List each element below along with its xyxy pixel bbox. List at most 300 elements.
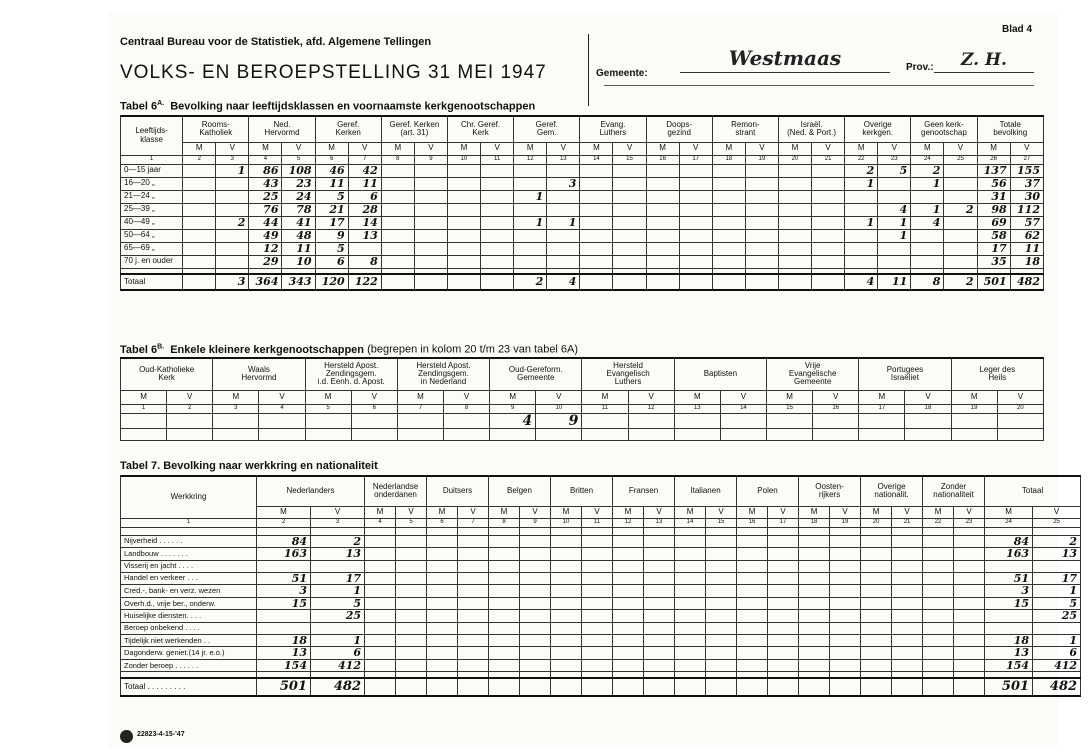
t7-v-head: V [582,506,613,518]
t6b-col-group: Hersteld Apost. Zendingsgem. i.d. Eenh. d. Apost. [305,358,397,390]
t7-total-cell: 482 [311,678,365,696]
t6a-m-head: M [778,142,811,155]
t6a-cell: 4 [878,203,911,216]
t7-col-group: Belgen [489,476,551,506]
t6a-total-cell [447,274,480,290]
t6a-cell [679,255,712,268]
t6a-cell [514,229,547,242]
t7-cell [644,647,675,660]
t6a-cell: 11 [282,242,315,255]
t6a-cell [580,242,613,255]
t7-cell [644,560,675,572]
t7-cell: 1 [311,585,365,598]
t6a-title [120,100,535,113]
t6a-m-head: M [183,142,216,155]
t6b-cell [951,413,997,429]
t6a-cell [845,242,878,255]
t6b-col-group: Oud-Gereform. Gemeente [490,358,582,390]
t7-cell: 13 [311,548,365,561]
t6a-cell [580,216,613,229]
t6b-col-num: 16 [813,404,859,413]
t6a-cell [481,216,514,229]
t6a-cell: 2 [911,164,944,177]
t7-cell: 1 [1033,634,1081,647]
t7-total-cell [799,678,830,696]
t6a-cell [745,203,778,216]
t7-cell [489,622,520,634]
census-form-sheet [108,12,1078,747]
t6a-v-head: V [812,142,845,155]
t7-cell [365,572,396,585]
t7-cell: 412 [1033,659,1081,672]
t6a-cell [878,242,911,255]
t7-col-num: 4 [365,518,396,527]
t7-title-text: Bevolking naar werkkring en nationaliteit [163,460,378,472]
t6a-col-num: 6 [315,155,348,164]
t6a-col-group: Rooms- Katholiek [183,116,249,142]
t7-cell [768,585,799,598]
t7-cell [830,597,861,610]
t6a-cell [613,177,646,190]
t6b-col-group: Leger des Heils [951,358,1043,390]
t6a-total-cell [745,274,778,290]
t7-cell [675,622,706,634]
t7-cell [520,597,551,610]
t6a-v-head: V [944,142,977,155]
t7-cell [551,572,582,585]
t6a-cell [481,255,514,268]
t6a-cell: 4 [911,216,944,229]
t6a-cell [812,242,845,255]
t7-cell [799,548,830,561]
t6a-total-cell: 11 [878,274,911,290]
t7-cell [706,560,737,572]
t6a-cell [447,190,480,203]
t7-cell [799,597,830,610]
t7-cell [551,622,582,634]
t7-m-head: M [489,506,520,518]
t7-row-label: Zonder beroep . . . . . . [121,659,257,672]
t7-cell [613,622,644,634]
t6a-col-group: Geref. Gem. [514,116,580,142]
t6a-total-cell: 8 [911,274,944,290]
t7-cell [311,560,365,572]
t7-cell: 51 [985,572,1033,585]
t6a-cell [216,229,249,242]
t7-cell: 84 [985,535,1033,548]
t6a-v-head: V [745,142,778,155]
t6a-cell: 10 [282,255,315,268]
t7-cell [954,610,985,623]
t6a-row-label: 25—39 „ [121,203,183,216]
t7-cell [861,659,892,672]
t6a-row-label: 50—64 „ [121,229,183,242]
t7-cell [706,659,737,672]
t7-total-cell [644,678,675,696]
t7-cell [582,572,613,585]
t7-col-group: Duitsers [427,476,489,506]
t6a-cell [547,164,580,177]
t6a-cell [547,255,580,268]
t7-cell [892,548,923,561]
t7-cell [644,659,675,672]
t7-cell [861,610,892,623]
t7-cell [644,535,675,548]
t6b-m-head: M [305,390,351,404]
t7-cell [644,610,675,623]
t7-cell [520,647,551,660]
t6a-cell [778,216,811,229]
t7-cell [458,572,489,585]
t6a-total-cell: 3 [216,274,249,290]
t7-cell [830,647,861,660]
t7-cell [551,560,582,572]
t6b-v-head: V [628,390,674,404]
t6a-m-head: M [977,142,1010,155]
t6b-v-head: V [813,390,859,404]
t6a-total-cell [679,274,712,290]
t6b-cell [859,413,905,429]
t6a-m-head: M [315,142,348,155]
t6a-cell [613,203,646,216]
t7-cell: 84 [257,535,311,548]
t6a-row-label: 65—69 „ [121,242,183,255]
t7-cell [706,572,737,585]
t7-cell [954,548,985,561]
t7-cell [458,560,489,572]
t7-cell [737,659,768,672]
t7-cell [582,634,613,647]
t6a-cell [381,216,414,229]
t7-cell [427,659,458,672]
t6a-cell [414,203,447,216]
t7-cell: 154 [257,659,311,672]
t7-cell: 163 [985,548,1033,561]
t7-cell [830,622,861,634]
t7-m-head: M [675,506,706,518]
t7-cell [365,610,396,623]
t6a-cell [878,190,911,203]
t6a-total-cell [414,274,447,290]
t7-total-cell: 501 [985,678,1033,696]
t7-col-num: 10 [551,518,582,527]
t7-cell: 6 [1033,647,1081,660]
t7-cell [551,647,582,660]
t7-cell [923,622,954,634]
t6a-col-num: 15 [613,155,646,164]
t6a-cell: 17 [315,216,348,229]
t6a-cell [183,229,216,242]
t7-cell [427,634,458,647]
t6a-col-num: 18 [712,155,745,164]
t6a-col-num: 19 [745,155,778,164]
t6b-m-head: M [859,390,905,404]
t7-cell [768,548,799,561]
t7-cell [613,585,644,598]
t6a-title-prefix: Tabel 6 [120,100,158,113]
t6a-cell [580,190,613,203]
t6a-cell [745,229,778,242]
t7-total-cell [706,678,737,696]
t7-v-head: V [458,506,489,518]
t6a-cell [712,177,745,190]
t7-cell [257,622,311,634]
t6a-cell [447,229,480,242]
t6a-cell: 11 [1010,242,1043,255]
t7-cell [768,622,799,634]
t7-cell [799,647,830,660]
t7-cell: 17 [311,572,365,585]
t7-row-label: Huiselijke diensten. . . . [121,610,257,623]
t6b-col-group: Baptisten [674,358,766,390]
t6a-m-head: M [712,142,745,155]
t6b-col-num: 17 [859,404,905,413]
t6a-cell [514,255,547,268]
t7-total-cell [737,678,768,696]
t6a-cell: 78 [282,203,315,216]
t6a-cell [712,229,745,242]
t7-cell [923,647,954,660]
t6a-col-num: 3 [216,155,249,164]
t6a-cell [414,177,447,190]
t7-cell [427,585,458,598]
t7-cell [706,548,737,561]
t6a-cell [381,255,414,268]
t6a-v-head: V [216,142,249,155]
t7-cell: 18 [257,634,311,647]
t6a-title-sup: A. [157,100,165,107]
t7-cell: 3 [257,585,311,598]
t6a-cell [381,242,414,255]
t7-cell [427,535,458,548]
t6a-cell [481,177,514,190]
t7-cell: 51 [257,572,311,585]
t7-row-label: Dagonderw. geniet.(14 jr. e.o.) [121,647,257,660]
t6b-cell: 4 [490,413,536,429]
t6a-cell [679,190,712,203]
t6a-cell [712,203,745,216]
t7-cell [799,572,830,585]
t6a-cell [414,242,447,255]
t7-cell [458,634,489,647]
t7-total-cell [954,678,985,696]
t6a-cell [845,255,878,268]
t6a-cell: 35 [977,255,1010,268]
t7-col-group: Fransen [613,476,675,506]
t6b-v-head: V [905,390,951,404]
t7-total-cell [768,678,799,696]
t6a-cell [944,164,977,177]
t7-m-head: M [365,506,396,518]
t7-total-cell [892,678,923,696]
t6a-total-cell [646,274,679,290]
t6a-cell: 11 [348,177,381,190]
t6a-col-num: 26 [977,155,1010,164]
t7-cell [799,622,830,634]
t7-m-head: M [257,506,311,518]
t6a-cell [679,177,712,190]
t6a-cell: 17 [977,242,1010,255]
t6b-m-head: M [582,390,628,404]
t7-cell [768,535,799,548]
t7-cell [675,572,706,585]
t6a-cell: 5 [315,242,348,255]
t6a-cell [613,216,646,229]
t6a-col-group: Israël. (Ned. & Port.) [778,116,844,142]
t7-cell [489,560,520,572]
t6a-cell [778,203,811,216]
t7-cell [365,585,396,598]
t6a-total-cell: 120 [315,274,348,290]
t7-total-cell [458,678,489,696]
t7-cell [830,634,861,647]
t7-cell [892,560,923,572]
t7-cell [737,610,768,623]
t7-cell [923,634,954,647]
t7-cell: 154 [985,659,1033,672]
t7-col-num: 16 [737,518,768,527]
t6a-cell [646,190,679,203]
t6a-cell [745,164,778,177]
t7-cell [768,597,799,610]
t7-cell [427,560,458,572]
t7-title-prefix: Tabel 7. [120,460,161,472]
t7-row-label: Handel en verkeer . . . [121,572,257,585]
t7-cell [830,572,861,585]
t6a-cell: 155 [1010,164,1043,177]
t7-col-group: Totaal [985,476,1081,506]
t6a-cell [812,216,845,229]
t6a-col-num: 24 [911,155,944,164]
t6a-cell [712,216,745,229]
t6a-cell [514,203,547,216]
t7-cell [396,634,427,647]
t6a-cell: 76 [249,203,282,216]
t7-cell [861,647,892,660]
t6a-cell [414,216,447,229]
t6a-cell [745,216,778,229]
t6a-cell [812,203,845,216]
t6b-col-num: 1 [121,404,167,413]
t6a-col-group: Geen kerk- genootschap [911,116,977,142]
t7-col-num: 23 [954,518,985,527]
t6a-cell [216,203,249,216]
t6a-v-head: V [282,142,315,155]
t7-cell [365,622,396,634]
t6a-cell [348,242,381,255]
t6a-col-num: 4 [249,155,282,164]
t7-cell [954,572,985,585]
t7-cell [613,597,644,610]
t6a-col-num: 27 [1010,155,1043,164]
t7-cell [489,610,520,623]
t7-cell [892,659,923,672]
t6a-cell [447,203,480,216]
t7-cell [520,572,551,585]
t6a-cell [679,242,712,255]
t6a-cell [514,242,547,255]
t7-cell [396,560,427,572]
t7-col-num: 21 [892,518,923,527]
t6a-cell: 30 [1010,190,1043,203]
t7-row-label: Cred.-, bank- en verz. wezen [121,585,257,598]
t7-col-num: 8 [489,518,520,527]
t6a-cell [745,255,778,268]
t7-col-num: 7 [458,518,489,527]
t6a-v-head: V [613,142,646,155]
t6a-total-cell [613,274,646,290]
t6a-cell [911,190,944,203]
table-7 [120,475,1081,697]
t7-cell [923,560,954,572]
t6a-cell: 1 [514,216,547,229]
t6b-col-num: 3 [213,404,259,413]
t7-cell [706,585,737,598]
t6b-col-group: Oud-Katholieke Kerk [121,358,213,390]
t7-cell [892,622,923,634]
t7-cell [737,634,768,647]
t7-cell [861,622,892,634]
t6a-cell [580,203,613,216]
t6a-row-label: 0—15 jaar [121,164,183,177]
t6a-cell [547,203,580,216]
t6b-col-num: 10 [536,404,582,413]
t7-cell [520,585,551,598]
t7-row-label: Landbouw . . . . . . . [121,548,257,561]
t7-cell [582,560,613,572]
t6a-col-num: 20 [778,155,811,164]
t7-cell [582,548,613,561]
t6a-cell: 56 [977,177,1010,190]
t7-cell [706,647,737,660]
t6a-total-cell [183,274,216,290]
t6a-cell [679,164,712,177]
t7-cell: 5 [311,597,365,610]
t7-cell: 6 [311,647,365,660]
t7-cell [311,622,365,634]
t6a-col-num: 9 [414,155,447,164]
t7-cell [458,659,489,672]
t7-v-head: V [768,506,799,518]
t7-cell [613,610,644,623]
t7-v-head: V [830,506,861,518]
t6a-m-head: M [911,142,944,155]
t7-cell [675,647,706,660]
form-title: VOLKS- EN BEROEPSTELLING 31 MEI 1947 [120,62,547,83]
t7-col-group: Polen [737,476,799,506]
t7-col-group: Britten [551,476,613,506]
t6b-m-head: M [674,390,720,404]
t6a-cell: 23 [282,177,315,190]
t7-cell [365,597,396,610]
t6a-cell [414,255,447,268]
t7-cell [551,548,582,561]
t7-cell [427,622,458,634]
t6a-cell [778,164,811,177]
t7-cell [489,597,520,610]
t6a-total-cell [481,274,514,290]
t6a-cell: 41 [282,216,315,229]
t7-cell: 412 [311,659,365,672]
t7-col-num: 17 [768,518,799,527]
t7-v-head: V [892,506,923,518]
t6a-cell [911,229,944,242]
t7-v-head: V [396,506,427,518]
t7-m-head: M [737,506,768,518]
t7-cell [706,597,737,610]
t6a-cell [845,229,878,242]
t7-total-cell: 482 [1033,678,1081,696]
